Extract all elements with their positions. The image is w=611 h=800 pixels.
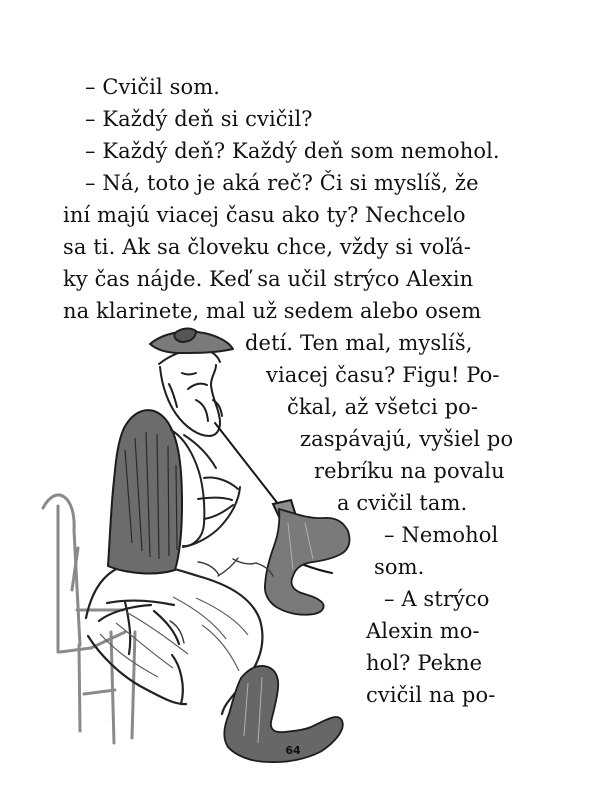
text-line: – Každý deň si cvičil? xyxy=(85,107,313,131)
text-line: – Cvičil som. xyxy=(85,75,221,99)
text-line: som. xyxy=(374,555,425,579)
page-number: 64 xyxy=(285,744,301,757)
text-line: detí. Ten mal, myslíš, xyxy=(245,331,473,355)
text-line: a cvičil tam. xyxy=(337,491,468,515)
text-line: – Nemohol xyxy=(384,523,499,547)
clarinet-player-illustration xyxy=(28,318,374,788)
text-line: rebríku na povalu xyxy=(314,459,505,483)
detail-lines xyxy=(170,558,273,643)
text-line: – A strýco xyxy=(384,587,490,611)
boot-left xyxy=(265,509,350,615)
text-line: čkal, až všetci po- xyxy=(287,395,479,419)
text-line: Alexin mo- xyxy=(366,619,480,643)
text-line: – Ná, toto je aká reč? Či si myslíš, že xyxy=(85,171,479,195)
text-line: cvičil na po- xyxy=(366,683,496,707)
vest-shape xyxy=(108,410,182,573)
text-line: hol? Pekne xyxy=(366,651,483,675)
text-line: zaspávajú, vyšiel po xyxy=(300,427,514,451)
text-line: ky čas nájde. Keď sa učil strýco Alexin xyxy=(63,267,474,291)
text-line: iní majú viacej času ako ty? Nechcelo xyxy=(63,203,466,227)
text-line: viacej času? Figu! Po- xyxy=(266,363,500,387)
text-line: – Každý deň? Každý deň som nemohol. xyxy=(85,139,500,163)
text-line: sa ti. Ak sa človeku chce, vždy si voľá- xyxy=(63,235,472,259)
text-line: na klarinete, mal už sedem alebo osem xyxy=(63,299,482,323)
